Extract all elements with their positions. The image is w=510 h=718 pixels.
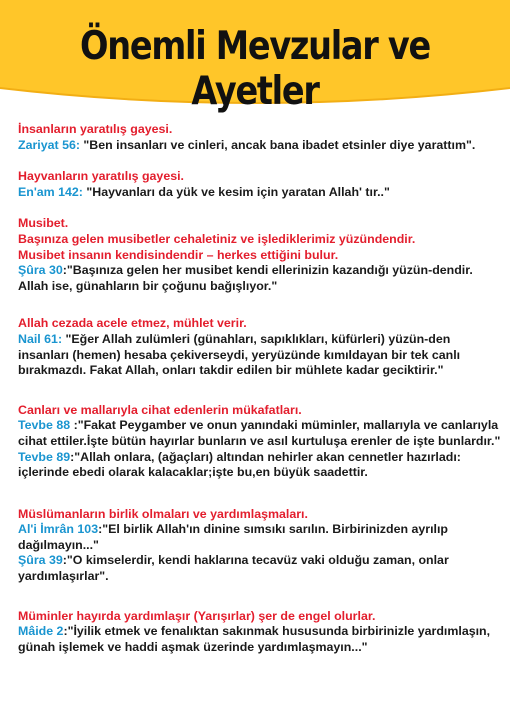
section-heading: Hayvanların yaratılış gayesi.	[18, 169, 184, 184]
verse	[18, 553, 502, 584]
verse	[18, 185, 502, 201]
section-creation-of-animals	[18, 169, 502, 200]
section-respite	[18, 316, 502, 378]
verse-text: "Eğer Allah zulümleri (günahları, sapıklıkları, küfürleri) yüzün-den insanları (hemen) hesaba çekiverseydi, yeryüzünde kımıldayan bir tek canlı bırakmazdı. Fakat Allah, onları takdir edilen bir mühlete kadar geciktirir."	[18, 331, 461, 378]
page-title: Önemli Mevzular ve Ayetler	[80, 24, 430, 114]
section-creation-of-humans	[18, 122, 502, 153]
verse-text: "Hayvanları da yük ve kesim için yaratan Allah' tır.."	[82, 184, 390, 199]
verse	[18, 332, 502, 379]
section-calamity	[18, 216, 502, 294]
verse-text: :"Allah onlara, (ağaçları) altından nehirler akan cennetler hazırladı: içlerinde ebedi olarak kalacaklar;işte bu,en büyük saadettir.	[18, 449, 461, 480]
verse-text: :"İyilik etmek ve fenalıktan sakınmak hususunda birbirinizle yardımlaşın, günah işlemek ve haddi aşmak üzerinde yardımlaşmayın..."	[18, 624, 491, 654]
verse	[18, 138, 502, 154]
content	[18, 120, 502, 655]
section-heading: Canları ve mallarıyla cihat edenlerin mükafatları.	[18, 402, 302, 417]
section-subheading: Başınıza gelen musibetler cehaletiniz ve işlediklerimiz yüzündendir.	[18, 231, 416, 246]
verse-text: :"Fakat Peygamber ve onun yanındaki müminler, mallarıyla ve canlarıyla cihat ettiler.İşte bütün hayırlar bunların ve asıl kurtuluşa erenler de işte bunlardır."	[18, 418, 501, 448]
section-cooperation	[18, 609, 502, 656]
section-heading: İnsanların yaratılış gayesi.	[18, 122, 173, 136]
section-subheading: Musibet insanın kendisindendir – herkes ettiğini bulur.	[18, 247, 339, 262]
section-jihad-reward	[18, 403, 502, 481]
verse-ref: Mâide 2	[18, 624, 64, 639]
verse-text: :"El birlik Allah'ın dinine sımsıkı sarılın. Birbirinizden ayrılıp dağılmayın..."	[18, 522, 448, 552]
verse-ref: Şûra 39	[18, 553, 63, 568]
verse	[18, 624, 502, 655]
verse-ref: Zariyat 56:	[18, 137, 80, 152]
verse	[18, 450, 502, 481]
section-heading: Allah cezada acele etmez, mühlet verir.	[18, 316, 247, 331]
verse	[18, 522, 502, 553]
section-heading: Musibet.	[18, 216, 69, 231]
verse	[18, 418, 502, 449]
section-heading: Müminler hayırda yardımlaşır (Yarışırlar) şer de engel olurlar.	[18, 608, 376, 623]
verse-ref: En'am 142:	[18, 184, 83, 199]
verse-ref: Nail 61:	[18, 331, 63, 346]
section-heading: Müslümanların birlik olmaları ve yardımlaşmaları.	[18, 506, 308, 521]
verse-text: :"O kimselerdir, kendi haklarına tecavüz vaki olduğu zaman, onlar yardımlaşırlar".	[18, 553, 449, 584]
verse-text: "Ben insanları ve cinleri, ancak bana ibadet etsinler diye yarattım".	[79, 137, 476, 152]
verse-ref: Şûra 30	[18, 263, 63, 278]
title-banner	[0, 0, 510, 114]
verse-ref: Tevbe 89	[18, 449, 71, 464]
verse-ref: Al'i İmrân 103	[18, 522, 99, 537]
verse-ref: Tevbe 88	[18, 418, 71, 433]
verse	[18, 263, 502, 294]
section-unity	[18, 507, 502, 585]
verse-text: :"Başınıza gelen her musibet kendi ellerinizin kazandığı yüzün-dendir. Allah ise, günahların bir çoğunu bağışlıyor."	[18, 263, 473, 293]
